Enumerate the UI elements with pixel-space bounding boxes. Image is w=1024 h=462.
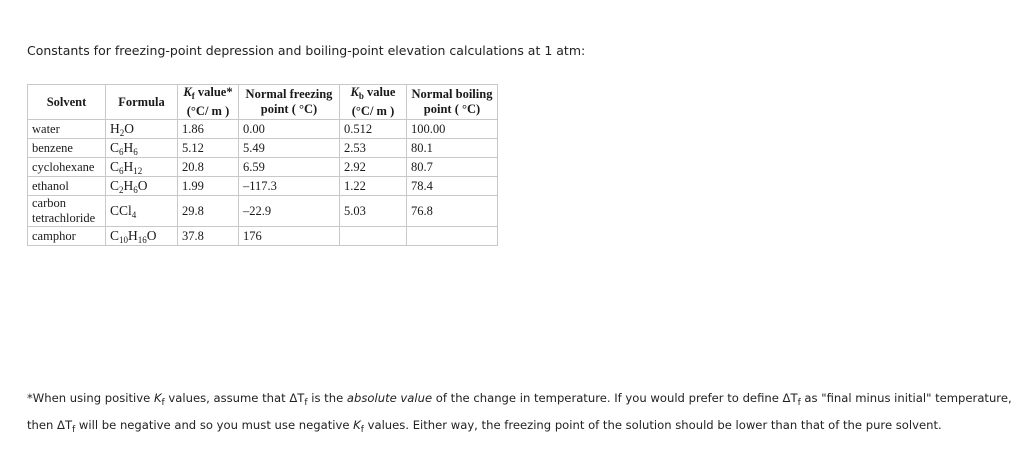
formula-subscript: 6 — [119, 165, 124, 176]
cell-formula — [106, 120, 178, 139]
note-kf-subscript-1: f — [161, 398, 165, 408]
cell-formula — [106, 227, 178, 246]
kf-unit: (°C/ m ) — [186, 104, 230, 118]
kf-subscript: f — [191, 91, 195, 101]
cell-solvent: cyclohexane — [28, 158, 106, 177]
cell-freezing-point: 6.59 — [239, 158, 340, 177]
header-normal-freezing — [239, 85, 340, 120]
formula-element: H — [123, 139, 134, 155]
cell-kb: 1.22 — [340, 177, 407, 196]
formula-element: H — [128, 227, 138, 243]
formula-element: O — [146, 227, 157, 243]
page-heading: Constants for freezing-point depression and boiling-point elevation calculations at 1 atm: — [27, 43, 586, 58]
kf-header-text: value* — [194, 85, 233, 99]
formula-subscript: 10 — [119, 234, 129, 245]
note-dt-subscript-3: f — [72, 425, 76, 435]
formula-element: C — [110, 139, 120, 155]
cell-kb: 2.53 — [340, 139, 407, 158]
constants-table — [27, 84, 498, 246]
cell-kf: 29.8 — [178, 196, 239, 227]
cell-formula — [106, 177, 178, 196]
note-dt-subscript-2: f — [797, 398, 801, 408]
cell-freezing-point: 0.00 — [239, 120, 340, 139]
cell-boiling-point: 80.1 — [407, 139, 498, 158]
formula-subscript: 2 — [119, 184, 124, 195]
formula-subscript: 12 — [133, 165, 143, 176]
formula-element: H — [123, 158, 134, 174]
note-text-1: *When using positive — [27, 391, 154, 405]
header-kf-value — [178, 85, 239, 120]
kb-subscript: b — [358, 91, 364, 101]
note-text-2: values, assume that ΔT — [164, 391, 305, 405]
cell-freezing-point: –22.9 — [239, 196, 340, 227]
note-text-7: values. Either way, the freezing point of the solution should be lower than that of the pure solvent. — [363, 418, 942, 432]
formula-subscript: 4 — [131, 209, 137, 220]
formula-subscript: 2 — [119, 127, 125, 138]
normal-freezing-line2: point ( °C) — [260, 102, 318, 116]
cell-boiling-point: 80.7 — [407, 158, 498, 177]
formula-subscript: 6 — [133, 146, 138, 157]
formula-element: CCl — [110, 202, 132, 218]
note-text-5: as "final minus initial" temperature, then ΔT — [27, 391, 1012, 432]
formula-element: O — [124, 120, 134, 136]
formula-element: O — [137, 177, 148, 193]
formula-subscript: 16 — [137, 234, 147, 245]
note-dt-subscript-1: f — [304, 398, 308, 408]
formula-element: C — [110, 158, 120, 174]
cell-boiling-point: 100.00 — [407, 120, 498, 139]
cell-boiling-point: 76.8 — [407, 196, 498, 227]
table-row — [28, 120, 498, 139]
kb-unit: (°C/ m ) — [351, 104, 395, 118]
table-row — [28, 196, 498, 227]
table-row — [28, 177, 498, 196]
cell-kf: 1.99 — [178, 177, 239, 196]
formula-element: C — [110, 177, 120, 193]
cell-solvent: camphor — [28, 227, 106, 246]
header-solvent: Solvent — [28, 85, 106, 120]
table-row — [28, 227, 498, 246]
cell-formula — [106, 196, 178, 227]
table-header-row — [28, 85, 498, 120]
cell-formula — [106, 139, 178, 158]
header-formula: Formula — [106, 85, 178, 120]
cell-boiling-point — [407, 227, 498, 246]
header-kb-value — [340, 85, 407, 120]
cell-formula — [106, 158, 178, 177]
table-row — [28, 158, 498, 177]
kb-symbol: K — [350, 85, 359, 99]
cell-solvent: carbon tetrachloride — [28, 196, 106, 227]
cell-kb: 2.92 — [340, 158, 407, 177]
cell-freezing-point: 176 — [239, 227, 340, 246]
note-kf-symbol-1: K — [153, 391, 162, 405]
cell-boiling-point: 78.4 — [407, 177, 498, 196]
kb-header-text: value — [363, 85, 396, 99]
cell-freezing-point: 5.49 — [239, 139, 340, 158]
cell-kf: 37.8 — [178, 227, 239, 246]
footnote — [27, 387, 1017, 441]
table-row — [28, 139, 498, 158]
cell-solvent: water — [28, 120, 106, 139]
formula-element: H — [123, 177, 134, 193]
cell-kf: 20.8 — [178, 158, 239, 177]
cell-kf: 1.86 — [178, 120, 239, 139]
note-emphasis: absolute value — [346, 391, 433, 405]
formula-subscript: 6 — [119, 146, 124, 157]
note-kf-symbol-2: K — [353, 418, 361, 432]
cell-solvent: benzene — [28, 139, 106, 158]
cell-kf: 5.12 — [178, 139, 239, 158]
cell-kb — [340, 227, 407, 246]
cell-kb: 5.03 — [340, 196, 407, 227]
cell-freezing-point: –117.3 — [239, 177, 340, 196]
table-body — [28, 120, 498, 246]
formula-subscript: 6 — [133, 184, 138, 195]
kf-symbol: K — [183, 85, 192, 99]
cell-kb: 0.512 — [340, 120, 407, 139]
note-text-3: is the — [307, 391, 347, 405]
cell-solvent: ethanol — [28, 177, 106, 196]
normal-boiling-line1: Normal boiling — [411, 87, 493, 101]
header-normal-boiling — [407, 85, 498, 120]
formula-element: H — [110, 120, 120, 136]
normal-boiling-line2: point ( °C) — [423, 102, 481, 116]
formula-element: C — [110, 227, 120, 243]
note-text-4: of the change in temperature. If you would prefer to define ΔT — [432, 391, 798, 405]
note-text-6: will be negative and so you must use negative — [75, 418, 354, 432]
note-kf-subscript-2: f — [360, 425, 364, 435]
normal-freezing-line1: Normal freezing — [245, 87, 333, 101]
